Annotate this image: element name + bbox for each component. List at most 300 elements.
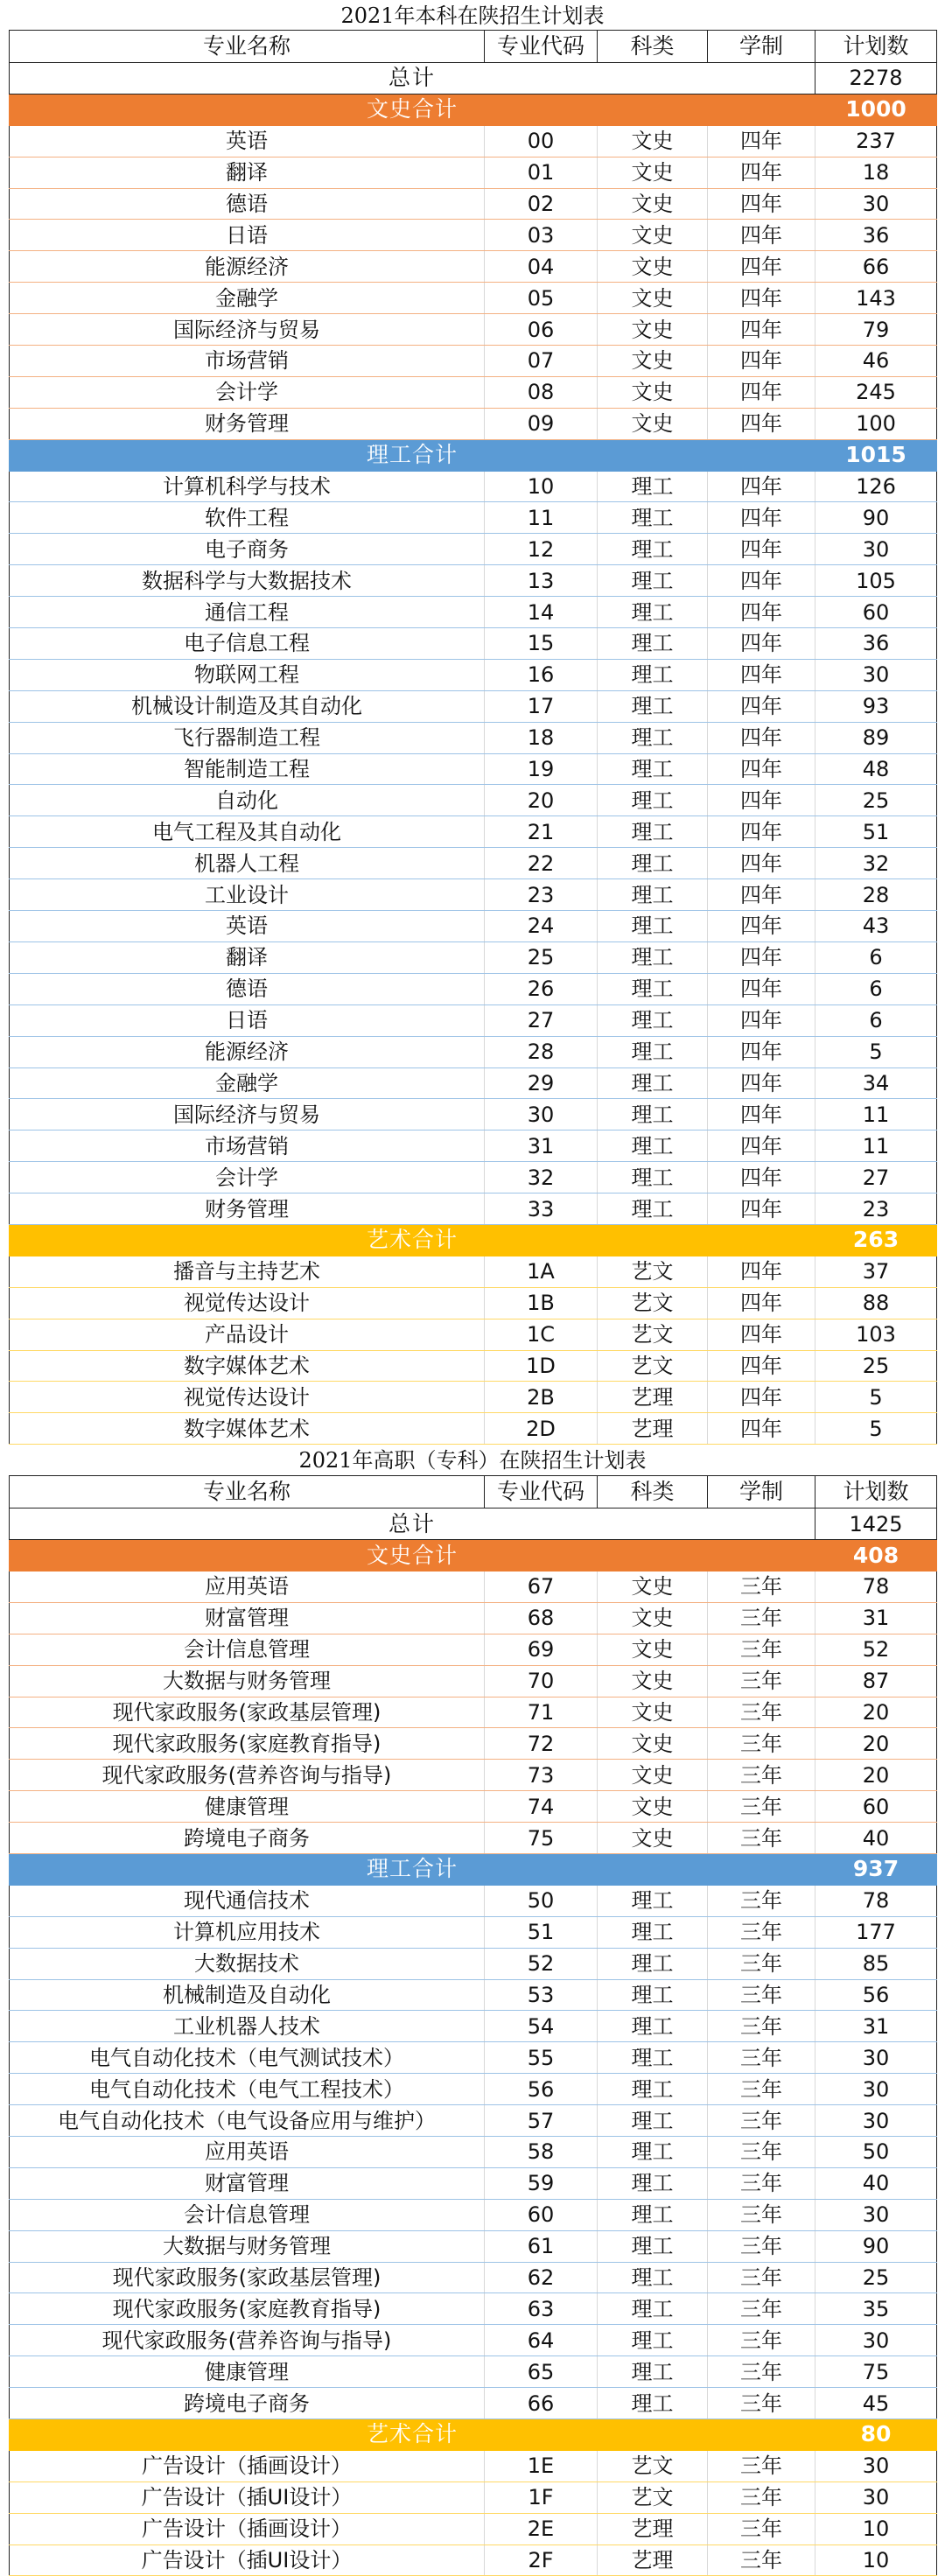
table-row	[10, 1823, 937, 1854]
major-name: 财富管理	[10, 2167, 485, 2199]
duration-header: 学制	[708, 1476, 816, 1508]
duration: 三年	[708, 2199, 816, 2230]
major-code: 74	[485, 1791, 598, 1823]
category: 文史	[598, 1791, 708, 1823]
section-subtotal-row	[10, 1540, 937, 1572]
major-code: 11	[485, 502, 598, 534]
plan-count: 25	[816, 2262, 937, 2293]
table-row	[10, 1350, 937, 1382]
major-code: 12	[485, 534, 598, 565]
duration: 四年	[708, 973, 816, 1004]
major-name: 现代家政服务(家庭教育指导)	[10, 2293, 485, 2325]
major-code: 59	[485, 2167, 598, 2199]
major-name: 市场营销	[10, 346, 485, 377]
category: 理工	[598, 597, 708, 628]
major-code: 27	[485, 1004, 598, 1036]
major-name: 会计学	[10, 376, 485, 408]
table-row	[10, 1634, 937, 1665]
duration: 四年	[708, 659, 816, 690]
major-code: 28	[485, 1036, 598, 1068]
table-row	[10, 251, 937, 283]
plan-count: 50	[816, 2137, 937, 2168]
category: 艺文	[598, 1350, 708, 1382]
major-name: 翻译	[10, 942, 485, 973]
major-name: 数字媒体艺术	[10, 1413, 485, 1445]
plan-count: 30	[816, 659, 937, 690]
plan-count: 30	[816, 2199, 937, 2230]
major-code: 22	[485, 848, 598, 879]
major-name: 产品设计	[10, 1319, 485, 1350]
major-name: 能源经济	[10, 1036, 485, 1068]
table-row	[10, 753, 937, 785]
plan-count: 6	[816, 973, 937, 1004]
major-name: 大数据与财务管理	[10, 2230, 485, 2262]
table-row	[10, 1571, 937, 1602]
table-row	[10, 597, 937, 628]
category-header: 科类	[598, 31, 708, 63]
plan-count: 10	[816, 2513, 937, 2544]
category: 理工	[598, 690, 708, 722]
plan-count: 18	[816, 157, 937, 188]
plan-count: 46	[816, 346, 937, 377]
plan-count-header: 计划数	[816, 31, 937, 63]
duration: 四年	[708, 188, 816, 220]
category: 理工	[598, 565, 708, 597]
major-name: 电气自动化技术（电气测试技术）	[10, 2042, 485, 2074]
duration: 四年	[708, 942, 816, 973]
plan-count: 66	[816, 251, 937, 283]
duration: 四年	[708, 1130, 816, 1162]
plan-count: 20	[816, 1728, 937, 1760]
duration: 三年	[708, 1823, 816, 1854]
major-code: 52	[485, 1948, 598, 1979]
category: 理工	[598, 1004, 708, 1036]
plan-count: 143	[816, 283, 937, 314]
major-name: 健康管理	[10, 1791, 485, 1823]
category: 文史	[598, 1760, 708, 1791]
category: 理工	[598, 502, 708, 534]
major-code-header: 专业代码	[485, 1476, 598, 1508]
major-name: 机械制造及自动化	[10, 1979, 485, 2011]
table-row	[10, 2513, 937, 2544]
major-name: 物联网工程	[10, 659, 485, 690]
major-code: 25	[485, 942, 598, 973]
major-code: 30	[485, 1099, 598, 1130]
plan-count: 5	[816, 1413, 937, 1445]
duration: 四年	[708, 1319, 816, 1350]
category: 理工	[598, 848, 708, 879]
table-row	[10, 2356, 937, 2388]
major-name: 翻译	[10, 157, 485, 188]
total-row	[10, 1508, 937, 1540]
major-code: 2D	[485, 1413, 598, 1445]
duration: 三年	[708, 1885, 816, 1916]
duration: 三年	[708, 1916, 816, 1948]
major-name: 电子商务	[10, 534, 485, 565]
table-row	[10, 1916, 937, 1948]
category: 文史	[598, 1823, 708, 1854]
duration: 四年	[708, 785, 816, 816]
major-code: 64	[485, 2325, 598, 2356]
plan-count: 45	[816, 2388, 937, 2419]
table-row	[10, 1665, 937, 1697]
duration-header: 学制	[708, 31, 816, 63]
plan-count: 177	[816, 1916, 937, 1948]
major-code: 60	[485, 2199, 598, 2230]
major-name: 广告设计（插画设计）	[10, 2450, 485, 2482]
table-row	[10, 1697, 937, 1728]
duration: 四年	[708, 283, 816, 314]
major-name: 电子信息工程	[10, 628, 485, 660]
table-row	[10, 2199, 937, 2230]
table-row	[10, 2042, 937, 2074]
major-code: 16	[485, 659, 598, 690]
major-code: 06	[485, 314, 598, 346]
major-name: 现代家政服务(营养咨询与指导)	[10, 1760, 485, 1791]
plan-count: 60	[816, 1791, 937, 1823]
category: 理工	[598, 2293, 708, 2325]
category: 文史	[598, 1602, 708, 1634]
major-name: 电气自动化技术（电气工程技术）	[10, 2074, 485, 2105]
major-name: 德语	[10, 973, 485, 1004]
major-code: 19	[485, 753, 598, 785]
major-name: 日语	[10, 220, 485, 251]
category: 理工	[598, 2105, 708, 2137]
major-code: 2E	[485, 2513, 598, 2544]
section-value: 937	[816, 1853, 937, 1885]
major-code: 33	[485, 1194, 598, 1225]
table-row	[10, 157, 937, 188]
major-name: 播音与主持艺术	[10, 1256, 485, 1287]
duration: 四年	[708, 565, 816, 597]
major-code: 08	[485, 376, 598, 408]
table-row	[10, 2325, 937, 2356]
major-code: 05	[485, 283, 598, 314]
major-code: 1F	[485, 2482, 598, 2513]
category: 理工	[598, 2042, 708, 2074]
major-code: 75	[485, 1823, 598, 1854]
duration: 四年	[708, 125, 816, 157]
major-code: 17	[485, 690, 598, 722]
section-subtotal-row	[10, 94, 937, 125]
duration: 四年	[708, 628, 816, 660]
plan-count: 6	[816, 1004, 937, 1036]
duration: 三年	[708, 2513, 816, 2544]
major-code: 53	[485, 1979, 598, 2011]
plan-count: 126	[816, 471, 937, 502]
major-name: 计算机应用技术	[10, 1916, 485, 1948]
major-name: 会计学	[10, 1162, 485, 1194]
table-row	[10, 1885, 937, 1916]
major-code: 68	[485, 1602, 598, 1634]
table-row	[10, 2011, 937, 2042]
major-name: 软件工程	[10, 502, 485, 534]
duration: 三年	[708, 1571, 816, 1602]
category: 理工	[598, 816, 708, 848]
major-code: 1D	[485, 1350, 598, 1382]
major-name: 跨境电子商务	[10, 2388, 485, 2419]
category: 艺文	[598, 1287, 708, 1319]
major-name: 大数据技术	[10, 1948, 485, 1979]
category: 文史	[598, 1571, 708, 1602]
table-row	[10, 346, 937, 377]
category: 理工	[598, 471, 708, 502]
plan-count: 31	[816, 2011, 937, 2042]
table-row	[10, 220, 937, 251]
table-row	[10, 2074, 937, 2105]
plan-count: 245	[816, 376, 937, 408]
category: 文史	[598, 408, 708, 439]
duration: 四年	[708, 1036, 816, 1068]
major-code: 03	[485, 220, 598, 251]
major-code: 14	[485, 597, 598, 628]
category: 文史	[598, 376, 708, 408]
plan-count: 6	[816, 942, 937, 973]
plan-count: 25	[816, 1350, 937, 1382]
duration: 四年	[708, 753, 816, 785]
major-code: 69	[485, 1634, 598, 1665]
major-code: 23	[485, 879, 598, 911]
major-name: 工业机器人技术	[10, 2011, 485, 2042]
table-row	[10, 2482, 937, 2513]
category: 理工	[598, 1948, 708, 1979]
major-code: 1C	[485, 1319, 598, 1350]
plan-count: 103	[816, 1319, 937, 1350]
plan-count: 5	[816, 1036, 937, 1068]
major-code: 65	[485, 2356, 598, 2388]
total-row	[10, 63, 937, 94]
table-row	[10, 2230, 937, 2262]
major-code: 67	[485, 1571, 598, 1602]
table-row	[10, 1194, 937, 1225]
section-value: 408	[816, 1540, 937, 1572]
category: 理工	[598, 1916, 708, 1948]
duration: 四年	[708, 376, 816, 408]
major-name: 现代家政服务(家政基层管理)	[10, 1697, 485, 1728]
plan-count: 30	[816, 188, 937, 220]
plan-count: 20	[816, 1697, 937, 1728]
plan-count: 30	[816, 2042, 937, 2074]
table-row	[10, 2544, 937, 2576]
category: 艺文	[598, 1319, 708, 1350]
major-name: 电气工程及其自动化	[10, 816, 485, 848]
major-code: 10	[485, 471, 598, 502]
category: 理工	[598, 722, 708, 753]
major-name: 现代家政服务(家政基层管理)	[10, 2262, 485, 2293]
duration: 三年	[708, 2230, 816, 2262]
major-name-header: 专业名称	[10, 1476, 485, 1508]
plan-count: 25	[816, 785, 937, 816]
major-code: 1A	[485, 1256, 598, 1287]
major-name: 能源经济	[10, 251, 485, 283]
category: 文史	[598, 1697, 708, 1728]
table-row	[10, 1760, 937, 1791]
duration: 四年	[708, 408, 816, 439]
total-value: 1425	[816, 1508, 937, 1540]
plan-count: 78	[816, 1885, 937, 1916]
table-row	[10, 502, 937, 534]
major-name: 大数据与财务管理	[10, 1665, 485, 1697]
table-row	[10, 911, 937, 942]
major-code: 21	[485, 816, 598, 848]
plan-count: 34	[816, 1068, 937, 1099]
section-subtotal-row	[10, 1224, 937, 1256]
plan-count: 11	[816, 1099, 937, 1130]
duration: 三年	[708, 2356, 816, 2388]
category: 文史	[598, 251, 708, 283]
major-name: 现代通信技术	[10, 1885, 485, 1916]
section-label: 艺术合计	[10, 2419, 816, 2451]
duration: 三年	[708, 2388, 816, 2419]
table-row	[10, 2167, 937, 2199]
category: 文史	[598, 188, 708, 220]
major-name: 广告设计（插UI设计）	[10, 2544, 485, 2576]
plan-count: 51	[816, 816, 937, 848]
duration: 四年	[708, 251, 816, 283]
plan-count: 88	[816, 1287, 937, 1319]
category: 理工	[598, 911, 708, 942]
major-name: 财务管理	[10, 408, 485, 439]
duration: 四年	[708, 1256, 816, 1287]
major-name: 德语	[10, 188, 485, 220]
major-name: 财务管理	[10, 1194, 485, 1225]
table-row	[10, 942, 937, 973]
duration: 三年	[708, 1948, 816, 1979]
category: 艺理	[598, 2544, 708, 2576]
duration: 四年	[708, 1004, 816, 1036]
plan-count: 11	[816, 1130, 937, 1162]
table-row	[10, 816, 937, 848]
plan-count: 35	[816, 2293, 937, 2325]
category: 文史	[598, 1634, 708, 1665]
plan-count: 89	[816, 722, 937, 753]
category: 理工	[598, 973, 708, 1004]
plan-count: 36	[816, 628, 937, 660]
plan-count: 56	[816, 1979, 937, 2011]
major-name: 广告设计（插画设计）	[10, 2513, 485, 2544]
plan-count: 31	[816, 1602, 937, 1634]
category: 理工	[598, 659, 708, 690]
duration: 三年	[708, 1728, 816, 1760]
major-code: 2B	[485, 1382, 598, 1413]
plan-count-header: 计划数	[816, 1476, 937, 1508]
category: 理工	[598, 1162, 708, 1194]
category: 理工	[598, 2074, 708, 2105]
major-code: 09	[485, 408, 598, 439]
table-row	[10, 1948, 937, 1979]
major-code: 13	[485, 565, 598, 597]
major-code: 51	[485, 1916, 598, 1948]
table-row	[10, 2293, 937, 2325]
major-code: 56	[485, 2074, 598, 2105]
category: 理工	[598, 2011, 708, 2042]
table-row	[10, 1068, 937, 1099]
category: 理工	[598, 534, 708, 565]
plan-count: 28	[816, 879, 937, 911]
major-code: 61	[485, 2230, 598, 2262]
duration: 四年	[708, 690, 816, 722]
section-subtotal-row	[10, 1853, 937, 1885]
duration: 四年	[708, 1099, 816, 1130]
section-subtotal-row	[10, 2419, 937, 2451]
major-code: 29	[485, 1068, 598, 1099]
table-row	[10, 1162, 937, 1194]
category-header: 科类	[598, 1476, 708, 1508]
category: 理工	[598, 2137, 708, 2168]
duration: 四年	[708, 1162, 816, 1194]
duration: 三年	[708, 2262, 816, 2293]
plan-count: 93	[816, 690, 937, 722]
duration: 四年	[708, 471, 816, 502]
major-name: 机器人工程	[10, 848, 485, 879]
section-label: 艺术合计	[10, 1224, 816, 1256]
major-code: 1E	[485, 2450, 598, 2482]
duration: 四年	[708, 1287, 816, 1319]
table-row	[10, 973, 937, 1004]
plan-count: 52	[816, 1634, 937, 1665]
major-name: 日语	[10, 1004, 485, 1036]
table-row	[10, 2137, 937, 2168]
major-code: 66	[485, 2388, 598, 2419]
duration: 三年	[708, 2137, 816, 2168]
table-row	[10, 565, 937, 597]
plan-count: 20	[816, 1760, 937, 1791]
table-row	[10, 1319, 937, 1350]
duration: 四年	[708, 1382, 816, 1413]
category: 理工	[598, 785, 708, 816]
duration: 三年	[708, 2325, 816, 2356]
major-name: 广告设计（插UI设计）	[10, 2482, 485, 2513]
section-label: 理工合计	[10, 1853, 816, 1885]
duration: 四年	[708, 911, 816, 942]
plan-count: 5	[816, 1382, 937, 1413]
major-name: 金融学	[10, 283, 485, 314]
table-row	[10, 848, 937, 879]
table-row	[10, 1382, 937, 1413]
total-label: 总计	[10, 1508, 816, 1540]
category: 理工	[598, 2167, 708, 2199]
duration: 三年	[708, 1634, 816, 1665]
major-code: 73	[485, 1760, 598, 1791]
major-code: 2F	[485, 2544, 598, 2576]
category: 理工	[598, 2199, 708, 2230]
major-code: 54	[485, 2011, 598, 2042]
table-row	[10, 1004, 937, 1036]
section-subtotal-row	[10, 439, 937, 471]
plan-count: 23	[816, 1194, 937, 1225]
plan-count: 79	[816, 314, 937, 346]
category: 艺理	[598, 1413, 708, 1445]
table-row	[10, 659, 937, 690]
duration: 三年	[708, 2544, 816, 2576]
duration: 三年	[708, 2293, 816, 2325]
duration: 四年	[708, 597, 816, 628]
major-name: 视觉传达设计	[10, 1287, 485, 1319]
table-row	[10, 471, 937, 502]
plan-count: 36	[816, 220, 937, 251]
table-row	[10, 628, 937, 660]
table-row	[10, 408, 937, 439]
table-row	[10, 785, 937, 816]
duration: 四年	[708, 722, 816, 753]
table-row	[10, 1728, 937, 1760]
major-name: 现代家政服务(家庭教育指导)	[10, 1728, 485, 1760]
section-value: 1015	[816, 439, 937, 471]
plan-count: 87	[816, 1665, 937, 1697]
category: 理工	[598, 2388, 708, 2419]
plan-count: 30	[816, 2105, 937, 2137]
category: 理工	[598, 628, 708, 660]
